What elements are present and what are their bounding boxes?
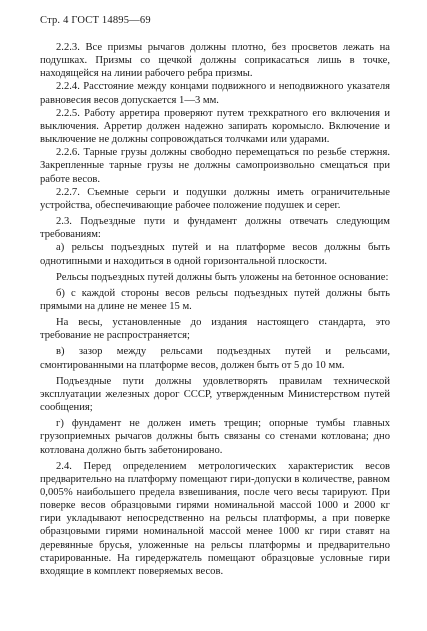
paragraph-2-3-b: б) с каждой стороны весов рельсы подъездных путей должны быть прямыми на длине не менее 15 м. (40, 287, 390, 312)
paragraph-2-3-a: а) рельсы подъездных путей и на платформе весов должны быть однотипными и находиться в одной горизонтальной плоскости. (40, 242, 390, 267)
paragraph-not-applicable: На весы, установленные до издания настоящего стандарта, это требование не распространяется; (40, 317, 390, 342)
paragraph-2-2-3: 2.2.3. Все призмы рычагов должны плотно, без просветов лежать на подушках. Призмы со щечкой должны соприкасаться лишь в точке, находящейся на линии рабочего ребра призмы. (40, 42, 390, 80)
paragraph-2-2-6: 2.2.6. Тарные грузы должны свободно перемещаться по резьбе стержня. Закрепленные тарные грузы не должны самопроизвольно смещаться при работе весов. (40, 147, 390, 185)
paragraph-2-3-v: в) зазор между рельсами подъездных путей и рельсами, смонтированными на платформе весов, должен быть от 5 до 10 мм. (40, 346, 390, 371)
paragraph-2-2-4: 2.2.4. Расстояние между концами подвижного и неподвижного указателя равновесия весов допускается 1—3 мм. (40, 81, 390, 106)
paragraph-2-4: 2.4. Перед определением метрологических характеристик весов предварительно на платформу помещают гири-допуски в количестве, равном 0,005% наибольшего предела взвешивания, после чего весы тарируют. При поверке весов образцовыми гирями номинальной массой 1000 и 2000 кг гири укладывают непосредственно на рельсы платформы, а при поверке образцовыми гирями номинальной массой менее 1000 кг гири ставят на деревянные брусья, уложенные на рельсы платформы и предварительно старированные. На гиредержатель помещают образцовые условные гири входящие в комплект поверяемых весов. (40, 460, 390, 577)
page-header: Стр. 4 ГОСТ 14895—69 (40, 15, 151, 26)
paragraph-railway-rules: Подъездные пути должны удовлетворять правилам технической эксплуатации железных дорог СССР, утвержденным Министерством путей сообщения; (40, 375, 390, 414)
paragraph-rails-base: Рельсы подъездных путей должны быть уложены на бетонное основание: (56, 271, 389, 283)
paragraph-2-2-5: 2.2.5. Работу арретира проверяют путем трехкратного его включения и выключения. Арретир должен надежно запирать коромысло. Включение и выключение не должны сопровождаться толчками или ударами. (40, 107, 390, 146)
paragraph-2-2-7: 2.2.7. Съемные серьги и подушки должны иметь ограничительные устройства, обеспечивающие рабочее положение подушек и серег. (40, 186, 390, 211)
paragraph-2-3-g: г) фундамент не должен иметь трещин; опорные тумбы главных грузоприемных рычагов должны быть связаны со стенами котлована; дно котлована должно быть забетонировано. (40, 418, 390, 456)
paragraph-2-3: 2.3. Подъездные пути и фундамент должны отвечать следующим требованиям: (40, 216, 390, 241)
document-body (40, 41, 390, 578)
